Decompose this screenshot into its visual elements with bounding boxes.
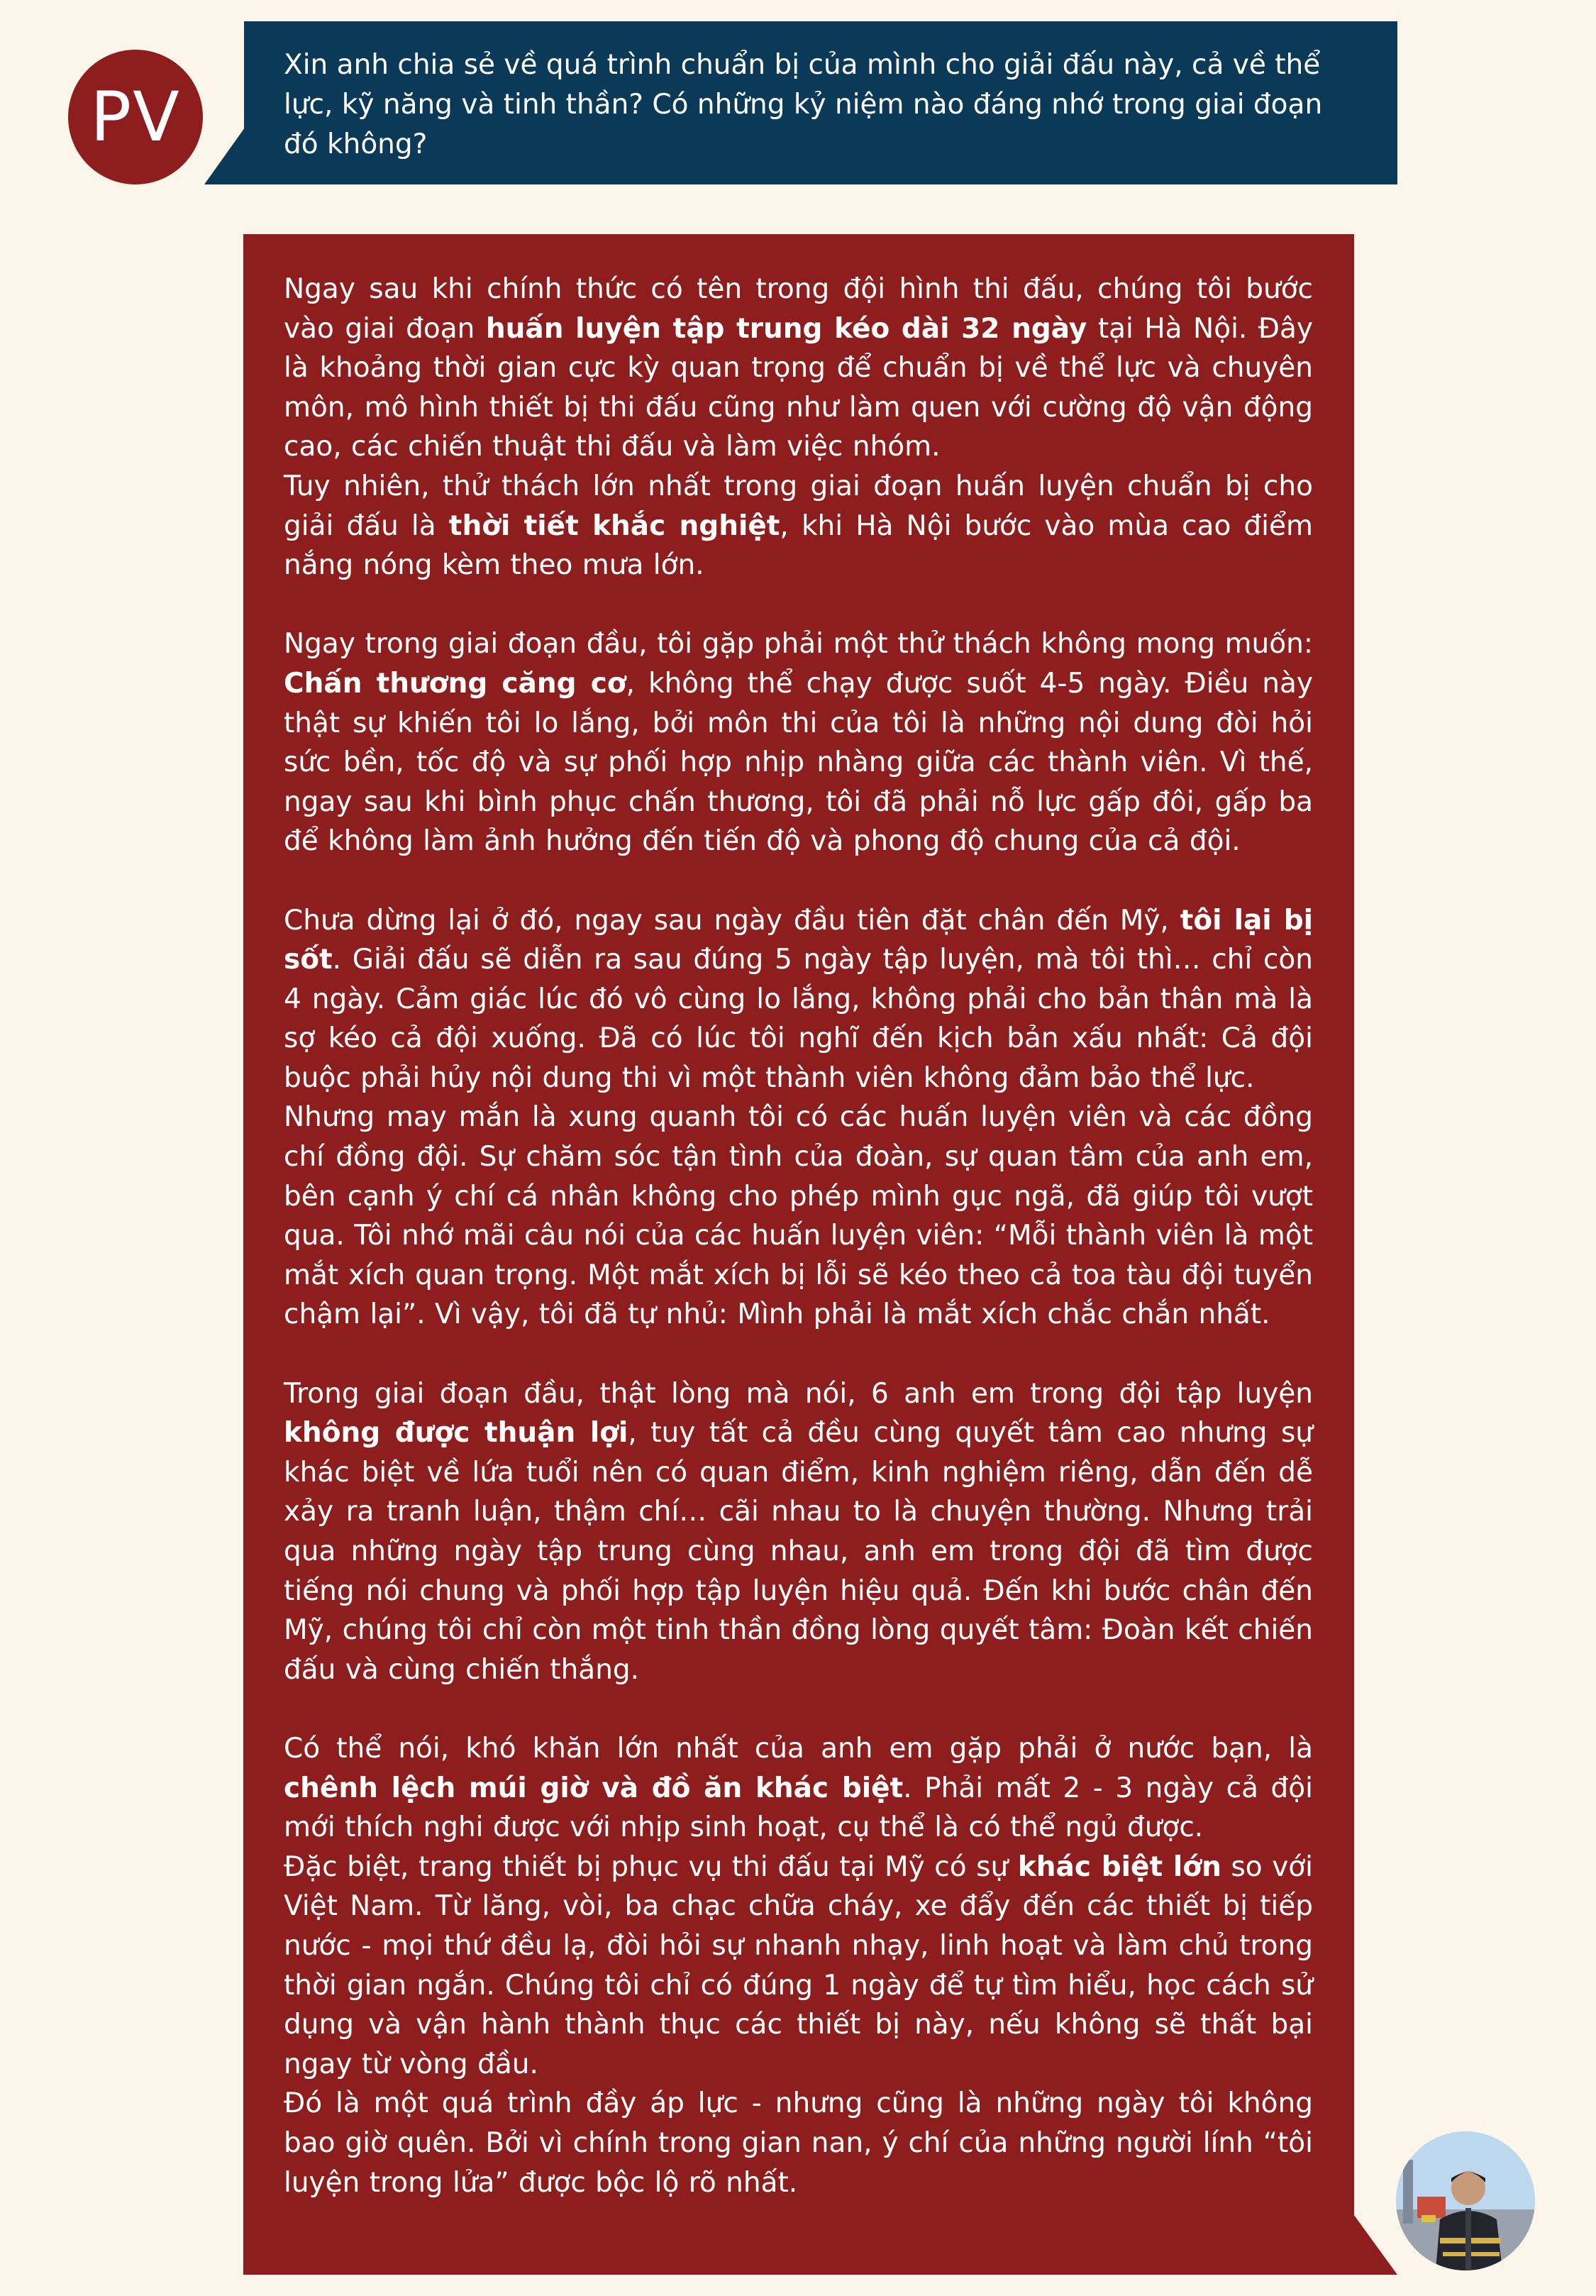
answer-highlight: không được thuận lợi	[284, 1417, 628, 1450]
answer-text: , không thể chạy được suốt 4-5 ngày. Điều này thật sự khiến tôi lo lắng, bởi môn thi của tôi là những nội dung đòi hỏi sức bền, tốc độ và sự phối hợp nhịp nhàng giữa các thành viên. Vì thế, ngay sau khi bình phục chấn thương, tôi đã phải nỗ lực gấp đôi, gấp ba để không làm ảnh hưởng đến tiến độ và phong độ chung của cả đội.	[284, 667, 1313, 858]
answer-text: Nhưng may mắn là xung quanh tôi có các huấn luyện viên và các đồng chí đồng đội. Sự chăm sóc tận tình của đoàn, sự quan tâm của anh em, bên cạnh ý chí cá nhân không cho phép mình gục ngã, đã giúp tôi vượt qua. Tôi nhớ mãi câu nói của các huấn luyện viên: “Mỗi thành viên là một mắt xích quan trọng. Một mắt xích bị lỗi sẽ kéo theo cả toa tàu đội tuyển chậm lại”. Vì vậy, tôi đã tự nhủ: Mình phải là mắt xích chắc chắn nhất.	[284, 1101, 1313, 1331]
answer-text: Đó là một quá trình đầy áp lực - nhưng cũng là những ngày tôi không bao giờ quên. Bởi vì chính trong gian nan, ý chí của những người lính “tôi luyện trong lửa” được bộc lộ rõ nhất.	[284, 2087, 1313, 2199]
answer-paragraph-9	[284, 2084, 1313, 2202]
answer-text: , khi Hà Nội bước vào mùa cao điểm nắng nóng kèm theo mưa lớn.	[284, 509, 1314, 582]
answer-text: Có thể nói, khó khăn lớn nhất của anh em gặp phải ở nước bạn, là	[284, 1732, 1313, 1765]
answer-text: tại Hà Nội. Đây là khoảng thời gian cực kỳ quan trọng để chuẩn bị về thể lực và chuyên môn, mô hình thiết bị thi đấu cũng như làm quen với cường độ vận động cao, các chiến thuật thi đấu và làm việc nhóm.	[284, 312, 1314, 463]
question-bubble	[204, 21, 1397, 184]
interviewee-avatar	[1396, 2131, 1535, 2270]
answer-panel	[243, 234, 1354, 2275]
answer-paragraph-2	[284, 467, 1313, 585]
interviewer-badge	[68, 50, 203, 184]
answer-paragraph-3	[284, 624, 1313, 861]
answer-text: Ngay trong giai đoạn đầu, tôi gặp phải một thử thách không mong muốn:	[284, 628, 1313, 661]
answer-paragraph-4	[284, 901, 1313, 1098]
answer-paragraph-5	[284, 1098, 1313, 1335]
answer-highlight: thời tiết khắc nghiệt	[448, 509, 780, 542]
answer-text: Ngay sau khi chính thức có tên trong đội hình thi đấu, chúng tôi bước vào giai đoạn	[284, 273, 1313, 345]
answer-text: , tuy tất cả đều cùng quyết tâm cao nhưng sự khác biệt về lứa tuổi nên có quan điểm, kinh nghiệm riêng, dẫn đến dễ xảy ra tranh luận, thậm chí… cãi nhau to là chuyện thường. Nhưng trải qua những ngày tập trung cùng nhau, anh em trong đội đã tìm được tiếng nói chung và phối hợp tập luyện hiệu quả. Đến khi bước chân đến Mỹ, chúng tôi chỉ còn một tinh thần đồng lòng quyết tâm: Đoàn kết chiến đấu và cùng chiến thắng.	[284, 1417, 1313, 1686]
answer-text: . Giải đấu sẽ diễn ra sau đúng 5 ngày tập luyện, mà tôi thì… chỉ còn 4 ngày. Cảm giác lúc đó vô cùng lo lắng, không phải cho bản thân mà là sợ kéo cả đội xuống. Đã có lúc tôi nghĩ đến kịch bản xấu nhất: Cả đội buộc phải hủy nội dung thi vì một thành viên không đảm bảo thể lực.	[284, 944, 1313, 1094]
question-bubble-tail	[204, 21, 247, 184]
answer-text: Tuy nhiên, thử thách lớn nhất trong giai đoạn huấn luyện chuẩn bị cho giải đấu là	[284, 470, 1313, 542]
answer-highlight: chênh lệch múi giờ và đồ ăn khác biệt	[284, 1772, 904, 1804]
answer-text: Trong giai đoạn đầu, thật lòng mà nói, 6 anh em trong đội tập luyện	[284, 1377, 1313, 1410]
answer-highlight: tôi lại bị sốt	[284, 904, 1313, 976]
answer-text: . Phải mất 2 - 3 ngày cả đội mới thích nghi được với nhịp sinh hoạt, cụ thể là có thể ngủ được.	[284, 1772, 1313, 1844]
answer-text: Chưa dừng lại ở đó, ngay sau ngày đầu tiên đặt chân đến Mỹ,	[284, 904, 1180, 937]
answer-panel-tail	[1341, 2197, 1397, 2275]
avatar-photo-icon	[1396, 2131, 1535, 2270]
answer-highlight: huấn luyện tập trung kéo dài 32 ngày	[485, 312, 1087, 345]
answer-paragraph-8	[284, 1848, 1313, 2085]
interviewer-label: PV	[90, 77, 181, 157]
answer-paragraph-6	[284, 1374, 1313, 1690]
answer-text: Đặc biệt, trang thiết bị phục vụ thi đấu tại Mỹ có sự	[284, 1850, 1018, 1883]
answer-paragraph-7	[284, 1729, 1313, 1848]
question-text: Xin anh chia sẻ về quá trình chuẩn bị của mình cho giải đấu này, cả về thể lực, kỹ năng và tinh thần? Có những kỷ niệm nào đáng nhớ trong giai đoạn đó không?	[284, 49, 1323, 160]
answer-highlight: khác biệt lớn	[1017, 1850, 1221, 1883]
answer-text: so với Việt Nam. Từ lăng, vòi, ba chạc chữa cháy, xe đẩy đến các thiết bị tiếp nước - mọi thứ đều lạ, đòi hỏi sự nhanh nhạy, linh hoạt và làm chủ trong thời gian ngắn. Chúng tôi chỉ có đúng 1 ngày để tự tìm hiểu, học cách sử dụng và vận hành thành thục các thiết bị này, nếu không sẽ thất bại ngay từ vòng đầu.	[284, 1850, 1314, 2080]
answer-paragraph-1	[284, 270, 1313, 467]
answer-highlight: Chấn thương căng cơ	[284, 667, 626, 700]
question-box	[244, 21, 1397, 184]
